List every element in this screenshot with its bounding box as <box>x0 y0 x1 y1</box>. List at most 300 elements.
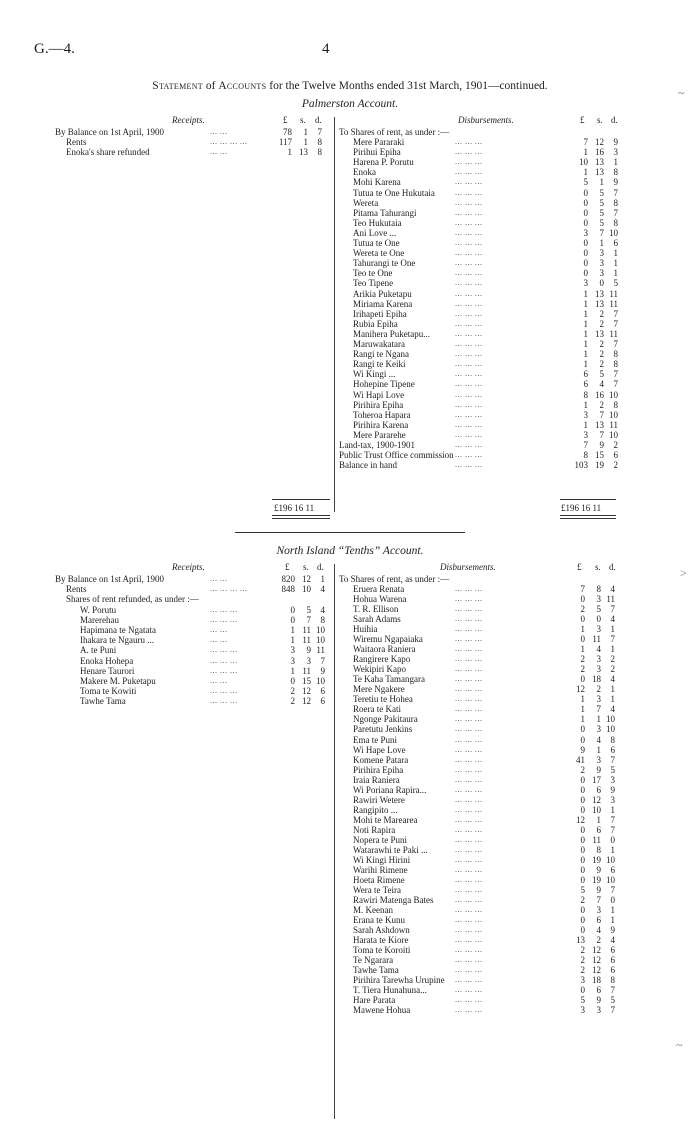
amount-pence: 1 <box>610 644 615 655</box>
leader-dots: ... ... <box>210 635 228 645</box>
entry-label: Enoka Hohepa <box>80 655 134 666</box>
entry-label: Te Kaha Tamangara <box>353 674 426 685</box>
leader-dots: ... ... ... <box>455 207 483 217</box>
amount-pounds: 2 <box>290 686 295 697</box>
leader-dots: ... ... ... <box>455 884 483 894</box>
disbursement-row <box>0 815 700 825</box>
amount-pounds: 1 <box>580 644 585 655</box>
leader-dots: ... ... ... <box>455 634 483 644</box>
amount-shillings: 12 <box>302 686 311 697</box>
disbursements-intro: To Shares of rent, as under :— <box>339 574 450 584</box>
money-heading-pounds: £ <box>285 562 290 572</box>
amount-pounds: 5 <box>583 177 588 188</box>
amount-pounds: 1 <box>290 665 295 676</box>
leader-dots: ... ... ... <box>455 369 483 379</box>
amount-pounds: 0 <box>583 258 588 269</box>
total-rule <box>560 499 616 500</box>
amount-pounds: 0 <box>580 794 585 805</box>
disbursement-row <box>0 309 700 319</box>
amount-shillings: 4 <box>596 925 601 935</box>
disbursement-row <box>0 955 700 965</box>
disbursement-row <box>0 825 700 835</box>
entry-label: Wiremu Ngapaiaka <box>353 634 423 645</box>
amount-shillings: 5 <box>599 187 604 198</box>
amount-pounds: 7 <box>580 584 585 594</box>
amount-shillings: 9 <box>596 995 601 1006</box>
amount-pence: 1 <box>610 844 615 855</box>
amount-shillings: 4 <box>599 379 604 390</box>
receipts-total: £196 16 11 <box>274 503 315 513</box>
entry-label: Miriama Karena <box>353 298 413 309</box>
amount-pounds: 820 <box>281 574 295 584</box>
amount-pence: 7 <box>613 339 618 349</box>
amount-pounds: 10 <box>579 157 588 168</box>
amount-pence: 6 <box>320 696 325 707</box>
entry-label: Rubia Epiha <box>353 318 398 329</box>
amount-pence: 10 <box>606 714 615 725</box>
disbursement-row <box>0 654 700 664</box>
entry-label: Wekipiri Kapo <box>353 664 407 675</box>
amount-pence: 5 <box>610 995 615 1006</box>
leader-dots: ... ... ... ... <box>210 584 248 594</box>
amount-shillings: 0 <box>596 614 601 625</box>
entry-label: T. Tiera Hunahuna... <box>353 985 427 996</box>
entry-label: Pirihira Epiha <box>353 764 404 775</box>
amount-pounds: 0 <box>580 634 585 645</box>
disbursement-row <box>0 359 700 369</box>
amount-pence: 8 <box>613 399 618 410</box>
entry-label: Teretiu te Hohea <box>353 694 413 705</box>
amount-shillings: 13 <box>595 298 604 309</box>
leader-dots: ... ... ... <box>455 824 483 834</box>
amount-pence: 4 <box>610 674 615 685</box>
leader-dots: ... ... ... <box>210 604 238 614</box>
amount-pence: 1 <box>320 574 325 584</box>
entry-label: Warihi Rimene <box>353 864 408 875</box>
disbursements-heading: Disbursements. <box>458 115 514 125</box>
amount-shillings: 2 <box>599 308 604 319</box>
disbursement-row <box>0 855 700 865</box>
leader-dots: ... ... ... <box>455 460 483 470</box>
amount-shillings: 9 <box>599 440 604 450</box>
leader-dots: ... ... ... <box>455 995 483 1005</box>
amount-shillings: 8 <box>596 844 601 855</box>
disbursement-row <box>0 420 700 430</box>
amount-pence: 7 <box>610 604 615 615</box>
amount-pence: 7 <box>610 1005 615 1016</box>
disbursement-row <box>0 724 700 734</box>
leader-dots: ... ... ... <box>455 985 483 995</box>
amount-pounds: 1 <box>580 694 585 705</box>
leader-dots: ... ... ... <box>455 834 483 844</box>
amount-pounds: 0 <box>580 844 585 855</box>
amount-shillings: 3 <box>596 694 601 705</box>
entry-label: Pitama Tahurangi <box>353 207 417 218</box>
disbursement-row <box>0 299 700 309</box>
leader-dots: ... ... ... <box>455 774 483 784</box>
leader-dots: ... ... ... <box>455 604 483 614</box>
leader-dots: ... ... ... <box>210 645 238 655</box>
amount-shillings: 3 <box>596 1005 601 1016</box>
amount-pounds: 1 <box>583 308 588 319</box>
column-divider <box>334 564 335 1119</box>
amount-pounds: 3 <box>580 1005 585 1016</box>
entry-label: Wi Hape Love <box>353 744 406 755</box>
amount-pounds: 0 <box>290 614 295 625</box>
amount-pounds: 117 <box>278 137 292 148</box>
disbursement-row <box>0 785 700 795</box>
entry-label: Teo te One <box>353 268 393 279</box>
amount-shillings: 2 <box>599 399 604 410</box>
amount-shillings: 7 <box>596 894 601 905</box>
amount-pounds: 0 <box>580 925 585 935</box>
amount-shillings: 13 <box>595 288 604 299</box>
amount-shillings: 7 <box>306 614 311 625</box>
leader-dots: ... ... ... <box>455 804 483 814</box>
disbursement-row <box>0 177 700 187</box>
amount-pounds: 3 <box>583 429 588 440</box>
entry-label: Irihapeti Epiha <box>353 308 407 319</box>
amount-pence: 11 <box>609 328 618 339</box>
amount-pounds: 0 <box>580 734 585 745</box>
amount-pounds: 3 <box>290 655 295 666</box>
amount-shillings: 9 <box>596 864 601 875</box>
amount-pounds: 1 <box>583 298 588 309</box>
amount-pounds: 0 <box>580 674 585 685</box>
statement-title-rest: for the Twelve Months ended 31st March, 1901—continued. <box>269 80 548 92</box>
amount-shillings: 7 <box>599 429 604 440</box>
entry-label: Komene Patara <box>353 754 409 765</box>
amount-pence: 8 <box>613 359 618 370</box>
amount-shillings: 3 <box>306 655 311 666</box>
amount-pounds: 7 <box>583 137 588 147</box>
amount-pence: 1 <box>613 258 618 269</box>
amount-shillings: 3 <box>596 724 601 735</box>
amount-pounds: 1 <box>583 318 588 329</box>
leader-dots: ... ... <box>210 147 228 157</box>
amount-pence: 4 <box>610 614 615 625</box>
amount-pence: 5 <box>613 278 618 289</box>
amount-pence: 6 <box>320 686 325 697</box>
amount-pence: 1 <box>610 804 615 815</box>
money-heading-shillings: s. <box>300 115 306 125</box>
leader-dots: ... ... ... <box>455 278 483 288</box>
amount-shillings: 19 <box>592 854 601 865</box>
amount-pence: 9 <box>613 177 618 188</box>
amount-pence: 10 <box>316 635 325 646</box>
disbursement-row <box>0 995 700 1005</box>
disbursement-row <box>0 985 700 995</box>
entry-label: M. Keenan <box>353 905 393 915</box>
amount-pence: 7 <box>613 318 618 329</box>
amount-pence: 7 <box>610 824 615 835</box>
amount-pence: 8 <box>613 349 618 360</box>
amount-pounds: 0 <box>580 594 585 604</box>
amount-pence: 7 <box>610 814 615 825</box>
amount-pence: 2 <box>610 654 615 665</box>
disbursement-row <box>0 379 700 389</box>
entry-label: Marerehau <box>80 614 119 625</box>
amount-shillings: 9 <box>596 884 601 895</box>
money-heading-pence: d. <box>611 115 618 125</box>
leader-dots: ... ... ... <box>455 227 483 237</box>
amount-pence: 1 <box>610 684 615 695</box>
amount-shillings: 12 <box>595 137 604 147</box>
amount-pounds: 1 <box>580 714 585 725</box>
amount-pence: 1 <box>610 694 615 705</box>
amount-pence: 1 <box>610 624 615 635</box>
amount-pence: 4 <box>610 704 615 715</box>
amount-pence: 3 <box>613 147 618 158</box>
amount-pence: 9 <box>610 925 615 935</box>
amount-pence: 4 <box>610 935 615 945</box>
entry-label: Wi Kingi ... <box>353 369 396 380</box>
entry-label: Hohepine Tipene <box>353 379 415 390</box>
amount-shillings: 12 <box>302 574 311 584</box>
disbursement-row <box>0 745 700 755</box>
entry-label: Manihera Puketapu... <box>353 328 430 339</box>
amount-shillings: 16 <box>595 147 604 158</box>
money-heading-pence: d. <box>315 115 322 125</box>
amount-pounds: 848 <box>281 584 295 595</box>
entry-label: Henare Taurori <box>80 665 135 676</box>
leader-dots: ... ... ... <box>455 784 483 794</box>
leader-dots: ... ... ... <box>455 684 483 694</box>
disbursement-row <box>0 965 700 975</box>
leader-dots: ... ... ... <box>455 308 483 318</box>
disbursement-row <box>0 349 700 359</box>
disbursement-row <box>0 644 700 654</box>
leader-dots: ... ... ... <box>455 328 483 338</box>
column-divider <box>334 117 335 512</box>
leader-dots: ... ... <box>210 574 228 583</box>
amount-shillings: 7 <box>599 227 604 238</box>
money-heading-pence: d. <box>317 562 324 572</box>
disbursement-row <box>0 594 700 604</box>
leader-dots: ... ... ... <box>455 744 483 754</box>
entry-label: Noti Rapira <box>353 824 396 835</box>
leader-dots: ... ... ... <box>455 258 483 268</box>
entry-label: Ani Love ... <box>353 227 397 238</box>
amount-shillings: 3 <box>599 248 604 259</box>
entry-label: Waitaora Raniera <box>353 644 416 655</box>
entry-label: Rawiri Wetere <box>353 794 405 805</box>
amount-pounds: 0 <box>580 874 585 885</box>
leader-dots: ... ... ... <box>455 359 483 369</box>
amount-pounds: 0 <box>580 864 585 875</box>
amount-pence: 3 <box>610 774 615 785</box>
entry-label: Teo Tipene <box>353 278 394 289</box>
entry-label: Iraia Raniera <box>353 774 400 785</box>
amount-shillings: 12 <box>592 945 601 956</box>
amount-pounds: 3 <box>583 278 588 289</box>
amount-pence: 8 <box>613 167 618 178</box>
amount-pounds: 2 <box>580 664 585 675</box>
entry-label: Te Ngarara <box>353 955 394 966</box>
leader-dots: ... ... ... <box>455 935 483 944</box>
amount-pounds: 3 <box>580 975 585 986</box>
amount-pounds: 7 <box>583 440 588 450</box>
amount-shillings: 7 <box>599 409 604 420</box>
amount-shillings: 5 <box>599 197 604 208</box>
leader-dots: ... ... ... <box>455 925 483 934</box>
amount-pence: 1 <box>613 157 618 168</box>
amount-pounds: 1 <box>583 147 588 158</box>
disbursement-row <box>0 684 700 697</box>
amount-pounds: 3 <box>583 409 588 420</box>
entry-label: A. te Puni <box>80 645 117 656</box>
entry-label: Enoka <box>353 167 376 178</box>
disbursement-row <box>0 440 700 450</box>
amount-pounds: 0 <box>580 854 585 865</box>
entry-label: Wera te Teira <box>353 884 401 895</box>
amount-pence: 8 <box>610 975 615 986</box>
disbursement-row <box>0 755 700 765</box>
disbursement-row <box>0 278 700 288</box>
amount-pence: 9 <box>613 137 618 147</box>
entry-label: Tahurangi te One <box>353 258 416 269</box>
amount-pence: 9 <box>610 784 615 795</box>
amount-pounds: 0 <box>580 905 585 915</box>
amount-pence: 1 <box>610 905 615 915</box>
amount-pounds: 1 <box>287 147 292 158</box>
margin-mark: ~ <box>676 1038 683 1052</box>
statement-title-lead: Statement <box>152 80 203 92</box>
amount-pounds: 1 <box>580 624 585 635</box>
amount-pence: 7 <box>613 308 618 319</box>
entry-label: Arikia Puketapu <box>353 288 412 299</box>
statement-title <box>0 80 700 92</box>
entry-label: Ema te Puni <box>353 734 397 745</box>
amount-shillings: 16 <box>595 389 604 400</box>
total-double-rule <box>560 515 616 519</box>
amount-pence: 4 <box>320 584 325 595</box>
leader-dots: ... ... ... <box>455 177 483 187</box>
entry-label: Tutua te One <box>353 238 400 248</box>
section-title: Palmerston Account. <box>301 98 399 110</box>
amount-pounds: 3 <box>290 645 295 656</box>
amount-shillings: 5 <box>306 604 311 615</box>
amount-shillings: 18 <box>592 674 601 685</box>
disbursement-row <box>0 258 700 268</box>
amount-shillings: 13 <box>595 328 604 339</box>
amount-shillings: 1 <box>596 814 601 825</box>
amount-pence: 10 <box>609 429 618 440</box>
entry-label: Wi Kingi Hirini <box>353 854 411 865</box>
amount-pounds: 0 <box>583 207 588 218</box>
statement-title-accounts: Accounts <box>218 80 267 92</box>
leader-dots: ... ... ... <box>455 955 483 965</box>
amount-shillings: 15 <box>302 676 311 686</box>
amount-shillings: 3 <box>596 594 601 604</box>
leader-dots: ... ... ... <box>455 298 483 308</box>
amount-pence: 7 <box>613 187 618 198</box>
entry-label: Hapimana te Ngatata <box>80 625 156 635</box>
amount-pounds: 0 <box>580 804 585 815</box>
amount-pounds: 1 <box>583 288 588 299</box>
amount-pence: 7 <box>613 207 618 218</box>
amount-pence: 7 <box>317 127 322 137</box>
leader-dots: ... ... ... <box>455 197 483 207</box>
entry-label: Tawhe Tama <box>80 696 126 707</box>
amount-pence: 7 <box>610 754 615 765</box>
amount-pounds: 12 <box>576 684 585 695</box>
amount-shillings: 13 <box>595 157 604 168</box>
entry-label: By Balance on 1st April, 1900 <box>55 127 164 137</box>
amount-pence: 8 <box>317 137 322 148</box>
leader-dots: ... ... ... <box>455 674 483 684</box>
amount-pence: 8 <box>613 217 618 228</box>
amount-pence: 2 <box>613 440 618 450</box>
leader-dots: ... ... ... <box>455 594 483 603</box>
leader-dots: ... ... ... <box>455 137 483 146</box>
disbursement-row <box>0 704 700 714</box>
amount-shillings: 3 <box>596 654 601 665</box>
amount-pounds: 0 <box>580 824 585 835</box>
amount-shillings: 3 <box>596 754 601 765</box>
amount-pounds: 1 <box>580 704 585 715</box>
amount-shillings: 11 <box>592 834 601 845</box>
amount-pence: 6 <box>610 965 615 976</box>
disbursement-row <box>0 905 700 915</box>
amount-pounds: 0 <box>580 724 585 735</box>
disbursement-row <box>0 915 700 925</box>
amount-shillings: 2 <box>596 935 601 945</box>
disbursement-row <box>0 714 700 724</box>
leader-dots: ... ... ... ... <box>210 137 248 147</box>
amount-shillings: 2 <box>596 684 601 695</box>
amount-pence: 3 <box>610 794 615 805</box>
disbursement-row <box>0 584 700 594</box>
amount-shillings: 18 <box>592 975 601 986</box>
leader-dots: ... ... ... <box>455 584 483 593</box>
leader-dots: ... ... ... <box>455 644 483 654</box>
amount-shillings: 9 <box>596 764 601 775</box>
leader-dots: ... ... ... <box>455 1005 483 1015</box>
amount-pounds: 41 <box>576 754 585 765</box>
amount-shillings: 1 <box>596 714 601 725</box>
amount-pence: 0 <box>610 834 615 845</box>
disbursement-row <box>0 198 700 208</box>
entry-label: Mohi te Marearea <box>353 814 418 825</box>
amount-pounds: 0 <box>290 676 295 686</box>
disbursement-row <box>0 157 700 167</box>
entry-label: Sarah Ashdown <box>353 925 410 935</box>
entry-label: Toma te Kowiti <box>80 686 137 697</box>
amount-shillings: 0 <box>599 278 604 289</box>
amount-pounds: 1 <box>583 419 588 430</box>
disbursement-row <box>0 885 700 895</box>
disbursement-row <box>0 147 700 157</box>
amount-pence: 2 <box>610 664 615 675</box>
money-heading-pounds: £ <box>283 115 288 125</box>
disbursement-row <box>0 664 700 674</box>
amount-pence: 8 <box>317 147 322 158</box>
leader-dots: ... ... ... <box>455 399 483 409</box>
money-heading-pounds: £ <box>577 562 582 572</box>
amount-pence: 7 <box>613 369 618 380</box>
amount-pounds: 1 <box>583 359 588 370</box>
amount-pounds: 1 <box>583 399 588 410</box>
amount-pence: 7 <box>610 884 615 895</box>
disbursement-row <box>0 400 700 410</box>
disbursement-row <box>0 805 700 815</box>
disbursement-row <box>0 460 700 470</box>
disbursement-row <box>0 167 700 177</box>
amount-pounds: 2 <box>580 965 585 976</box>
amount-pounds: 0 <box>583 238 588 248</box>
leader-dots: ... ... ... <box>455 734 483 744</box>
